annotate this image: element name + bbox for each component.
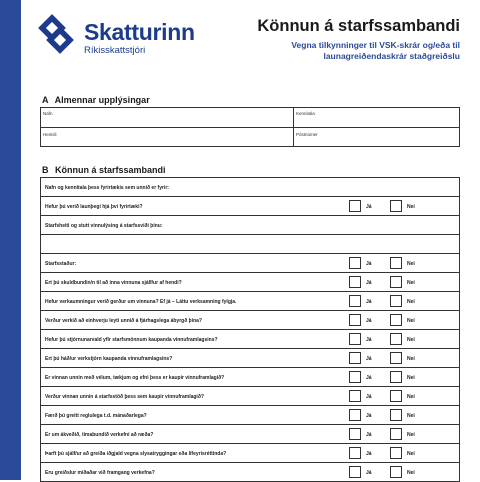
question-text: Þarft þú sjálf/ur að greiða iðgjald vegna slysatryggingar eða lífeyrisréttinda? [45, 451, 227, 457]
name-field-label: Nafn [43, 111, 53, 116]
section-a-heading [42, 95, 150, 105]
yes-checkbox[interactable] [349, 428, 361, 440]
brand-name: Skatturinn [84, 19, 195, 45]
yes-checkbox[interactable] [349, 352, 361, 364]
question-text: Starfsheiti og stutt vinnulýsing á starfssviði þínu: [45, 223, 163, 229]
question-text: Hefur þú verið launþegi hjá því fyrirtæki? [45, 204, 143, 210]
kennitala-field-label: Kennitala [296, 111, 315, 116]
section-b-title: Könnun á starfssambandi [55, 165, 166, 175]
question-row [41, 425, 459, 444]
yes-label: Já [366, 318, 372, 324]
yes-label: Já [366, 280, 372, 286]
question-row [41, 330, 459, 349]
no-checkbox[interactable] [390, 466, 402, 478]
yes-checkbox[interactable] [349, 257, 361, 269]
question-row[interactable] [41, 178, 459, 197]
question-row [41, 197, 459, 216]
no-checkbox[interactable] [390, 200, 402, 212]
no-checkbox[interactable] [390, 390, 402, 402]
no-label: Nei [407, 394, 415, 400]
section-b-heading [42, 165, 166, 175]
question-row [41, 368, 459, 387]
page-title: Könnun á starfssambandi [257, 17, 460, 35]
question-text: Eru greiðslur miðaðar við framgang verkefna? [45, 470, 155, 476]
no-label: Nei [407, 432, 415, 438]
postcode-field[interactable] [294, 128, 460, 147]
no-label: Nei [407, 299, 415, 305]
yes-label: Já [366, 413, 372, 419]
yes-label: Já [366, 470, 372, 476]
no-checkbox[interactable] [390, 371, 402, 383]
yes-label: Já [366, 337, 372, 343]
no-label: Nei [407, 261, 415, 267]
no-checkbox[interactable] [390, 333, 402, 345]
question-text: Er vinnan unnin með vélum, tækjum og efni þess er kaupir vinnuframlagið? [45, 375, 225, 381]
yes-checkbox[interactable] [349, 390, 361, 402]
no-checkbox[interactable] [390, 409, 402, 421]
yes-checkbox[interactable] [349, 466, 361, 478]
postcode-field-label: Póstnúmer [296, 132, 318, 137]
yes-label: Já [366, 432, 372, 438]
yes-label: Já [366, 204, 372, 210]
yes-checkbox[interactable] [349, 276, 361, 288]
question-text: Er um ákveðið, tímabundið verkefni að ræða? [45, 432, 154, 438]
question-row [41, 292, 459, 311]
yes-label: Já [366, 451, 372, 457]
question-text: Verður verkið að einhverju leyti unnið á fjárhagslega ábyrgð þína? [45, 318, 202, 324]
question-text: Hefur þú stjórnunarvald yfir starfsmönnum kaupanda vinnuframlagsins? [45, 337, 218, 343]
section-a-letter: A [42, 95, 49, 105]
yes-label: Já [366, 261, 372, 267]
no-checkbox[interactable] [390, 314, 402, 326]
section-a-title: Almennar upplýsingar [54, 95, 150, 105]
no-checkbox[interactable] [390, 295, 402, 307]
question-row [41, 387, 459, 406]
yes-checkbox[interactable] [349, 314, 361, 326]
question-row [41, 349, 459, 368]
yes-checkbox[interactable] [349, 371, 361, 383]
address-field[interactable] [41, 128, 293, 147]
yes-label: Já [366, 356, 372, 362]
brand-sidebar [0, 0, 21, 480]
question-text: Verður vinnan unnin á starfsstöð þess sem kaupir vinnuframlagið? [45, 394, 204, 400]
no-label: Nei [407, 280, 415, 286]
brand-subtitle: Ríkisskattstjóri [84, 45, 146, 56]
yes-label: Já [366, 394, 372, 400]
no-label: Nei [407, 337, 415, 343]
yes-checkbox[interactable] [349, 295, 361, 307]
no-label: Nei [407, 356, 415, 362]
no-checkbox[interactable] [390, 447, 402, 459]
question-text: Ert þú háð/ur verkstjórn kaupanda vinnuframlagsins? [45, 356, 173, 362]
question-row [41, 273, 459, 292]
no-label: Nei [407, 470, 415, 476]
no-label: Nei [407, 375, 415, 381]
address-field-label: Heimili [43, 132, 57, 137]
no-label: Nei [407, 204, 415, 210]
no-checkbox[interactable] [390, 276, 402, 288]
yes-label: Já [366, 299, 372, 305]
questionnaire-table [40, 177, 460, 482]
name-field[interactable] [41, 108, 293, 127]
no-label: Nei [407, 451, 415, 457]
question-row [41, 463, 459, 482]
no-checkbox[interactable] [390, 352, 402, 364]
question-text: Hefur verkaumningur verið gerður um vinnuna? Ef já – Láttu verksamning fylgja. [45, 299, 237, 305]
question-text: Ert þú skuldbundin/n til að inna vinnuna sjálf/ur af hendi? [45, 280, 182, 286]
kennitala-field[interactable] [294, 108, 460, 127]
no-label: Nei [407, 413, 415, 419]
page-subtitle: Vegna tilkynninger til VSK-skrár og/eða til launagreiðendaskrár staðgreiðslu [291, 40, 460, 61]
question-row[interactable] [41, 216, 459, 235]
question-row [41, 254, 459, 273]
general-info-box [40, 107, 460, 147]
yes-checkbox[interactable] [349, 409, 361, 421]
yes-label: Já [366, 375, 372, 381]
yes-checkbox[interactable] [349, 447, 361, 459]
no-label: Nei [407, 318, 415, 324]
question-text: Nafn og kennitala þess fyrirtækis sem unnið er fyrir: [45, 185, 169, 191]
yes-checkbox[interactable] [349, 200, 361, 212]
question-row [41, 444, 459, 463]
no-checkbox[interactable] [390, 257, 402, 269]
logo-mark-icon [38, 14, 82, 58]
question-row[interactable] [41, 235, 459, 254]
question-row [41, 311, 459, 330]
question-text: Færð þú greitt reglulega t.d. mánaðarlega? [45, 413, 147, 419]
question-row [41, 406, 459, 425]
no-checkbox[interactable] [390, 428, 402, 440]
question-text: Starfsstaður: [45, 261, 77, 267]
section-b-letter: B [42, 165, 49, 175]
yes-checkbox[interactable] [349, 333, 361, 345]
